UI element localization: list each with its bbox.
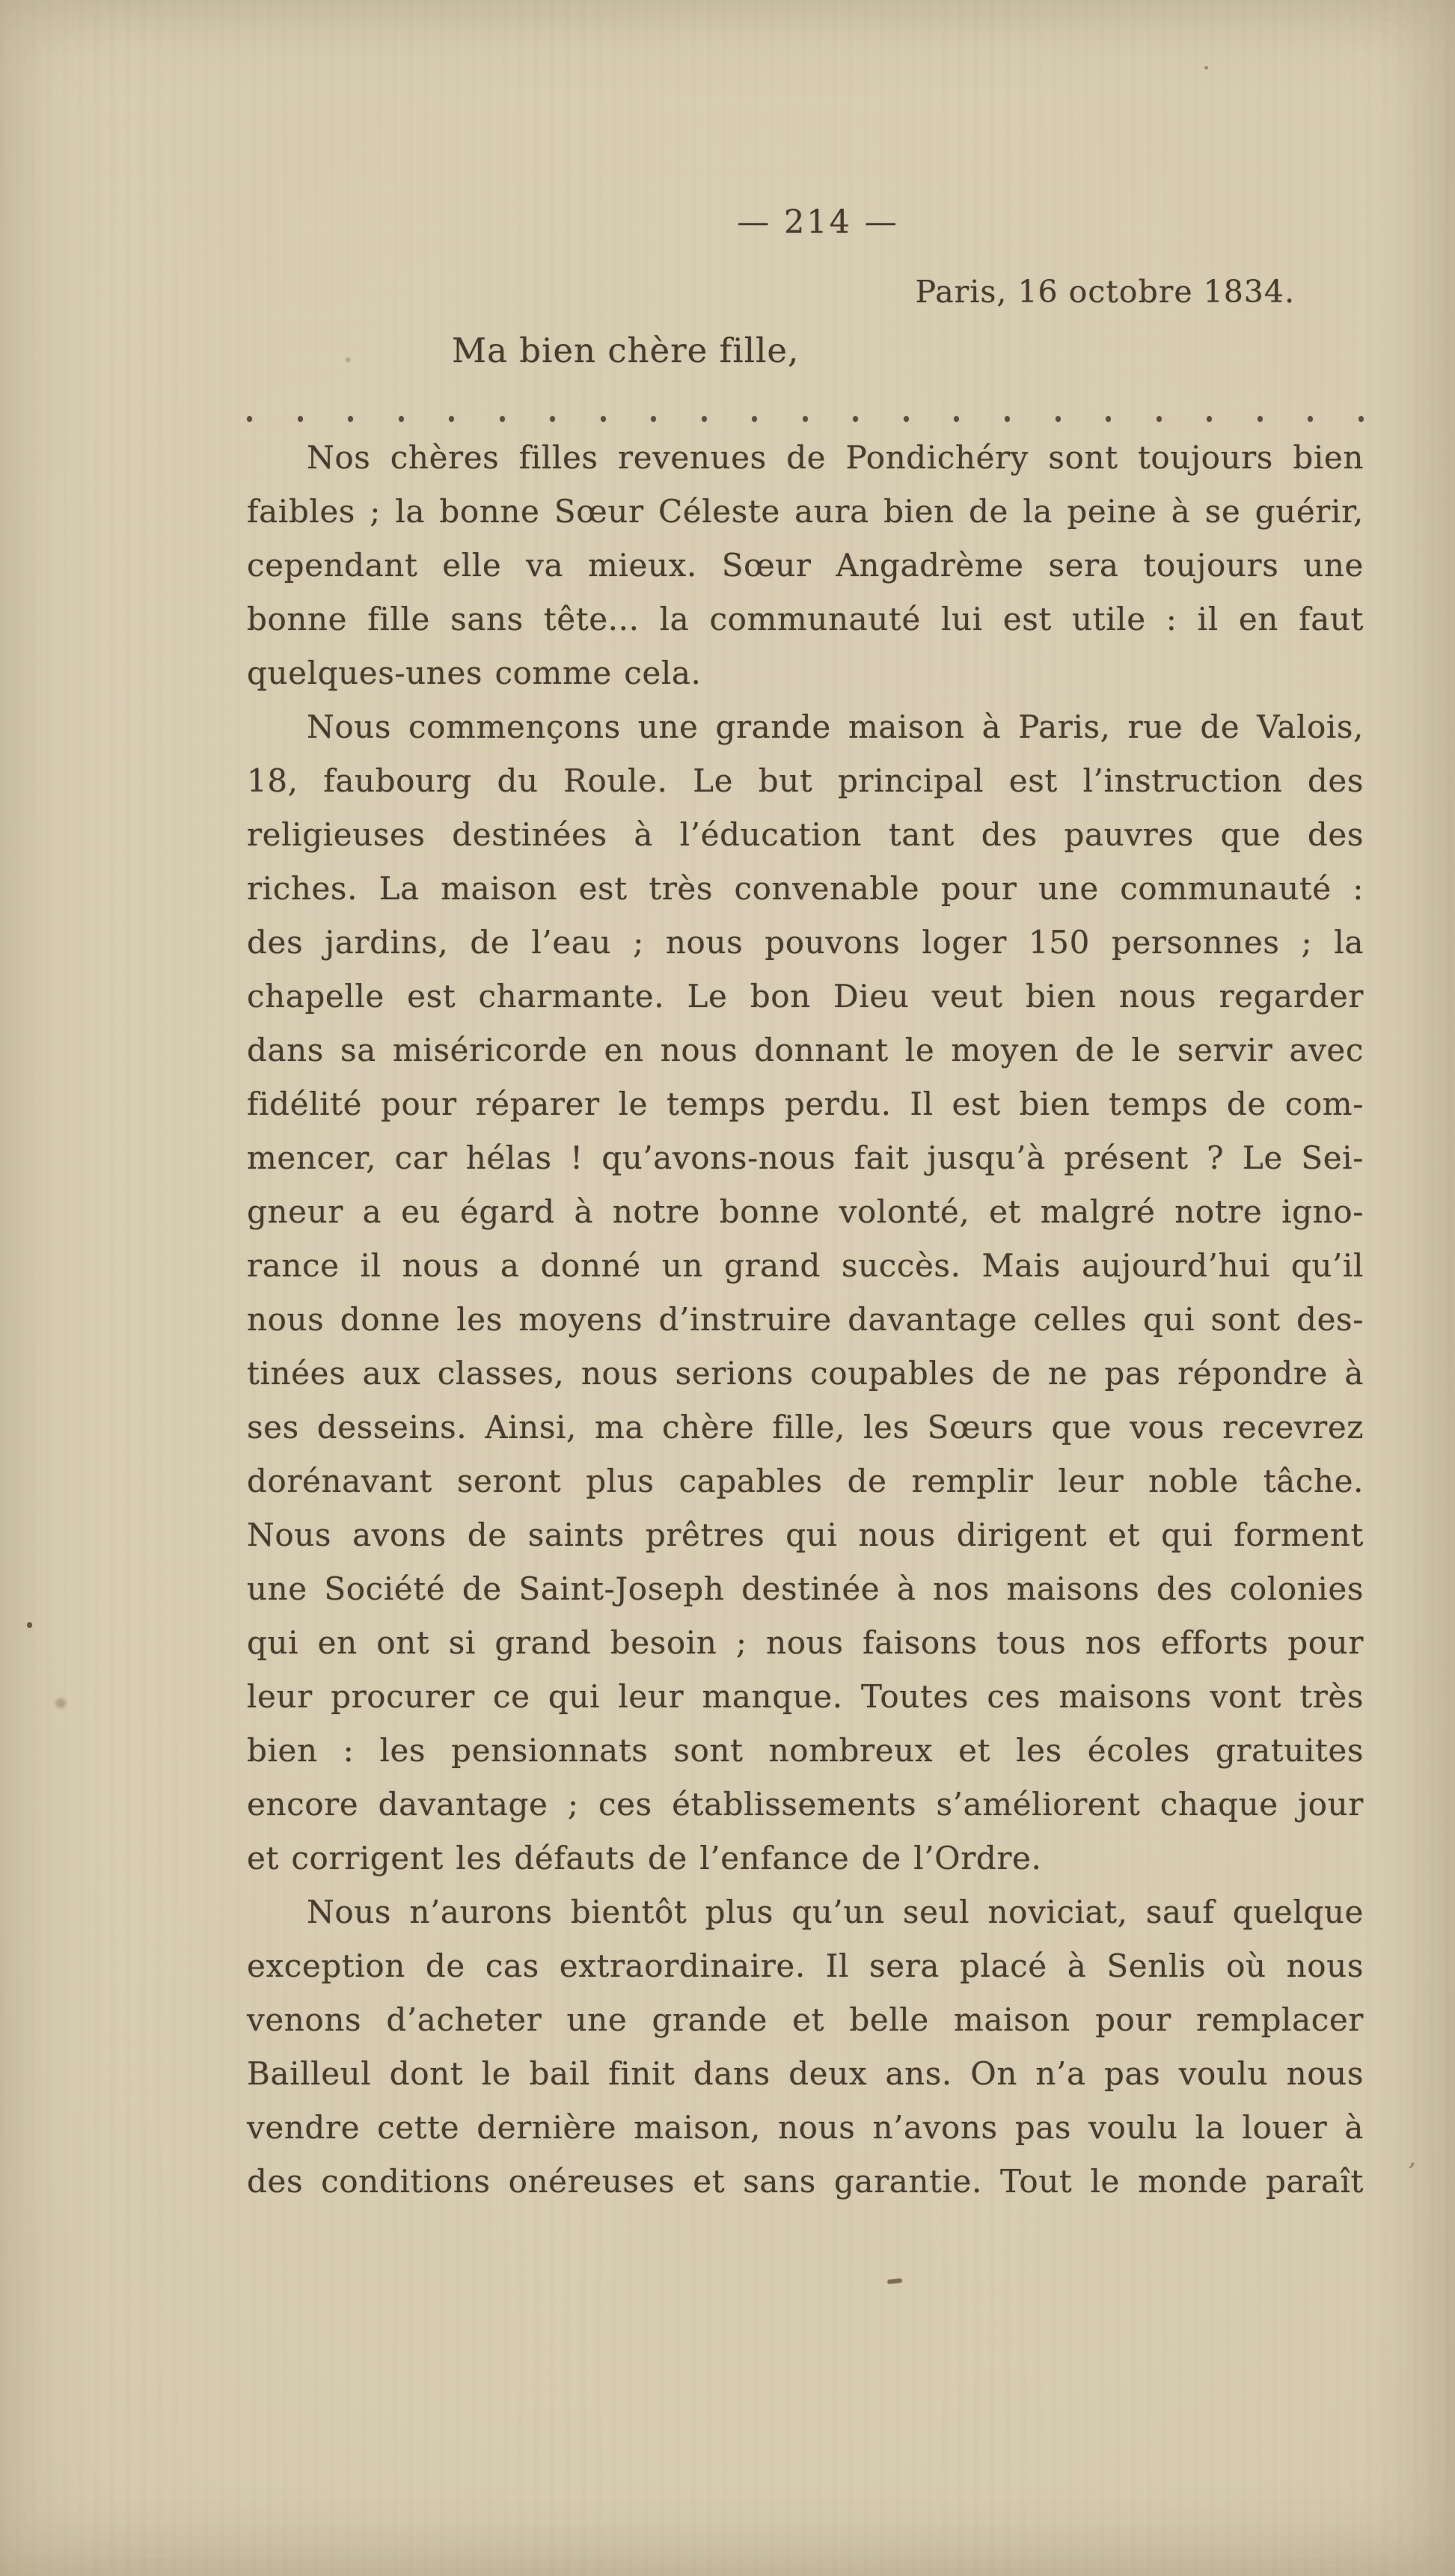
redaction-dot	[348, 416, 353, 422]
text-line: gneur a eu égard à notre bonne volonté, et malgré notre igno-	[247, 1193, 1364, 1230]
paper-speck: ’	[1403, 2157, 1418, 2188]
page-number: — 214 —	[737, 204, 899, 241]
text-line: Nous n’aurons bientôt plus qu’un seul noviciat, sauf quelque	[307, 1894, 1364, 1930]
text-line: et corrigent les défauts de l’enfance de l’Ordre.	[247, 1840, 1042, 1876]
text-line: faibles ; la bonne Sœur Céleste aura bien de la peine à se guérir,	[247, 493, 1364, 530]
paper-speck	[27, 1622, 32, 1628]
redaction-dot	[298, 416, 303, 422]
text-line: fidélité pour réparer le temps perdu. Il est bien temps de com-	[247, 1086, 1364, 1122]
redaction-dot	[601, 416, 606, 422]
text-line: religieuses destinées à l’éducation tant des pauvres que des	[247, 816, 1364, 853]
text-line: dorénavant seront plus capables de remplir leur noble tâche.	[247, 1463, 1364, 1499]
redaction-dot	[449, 416, 454, 422]
redaction-dot	[1308, 416, 1313, 422]
text-line: tinées aux classes, nous serions coupables de ne pas répondre à	[247, 1355, 1364, 1392]
text-line: exception de cas extraordinaire. Il sera placé à Senlis où nous	[247, 1948, 1364, 1984]
text-line: leur procurer ce qui leur manque. Toutes ces maisons vont très	[247, 1678, 1364, 1715]
letter-body	[247, 431, 1364, 2209]
redaction-dot	[550, 416, 555, 422]
text-line: des jardins, de l’eau ; nous pouvons loger 150 personnes ; la	[247, 924, 1364, 961]
text-line: cependant elle va mieux. Sœur Angadrème sera toujours une	[247, 547, 1364, 584]
text-line: Bailleul dont le bail finit dans deux ans. On n’a pas voulu nous	[247, 2055, 1364, 2092]
text-line: bien : les pensionnats sont nombreux et les écoles gratuites	[247, 1732, 1364, 1769]
text-line: Nous avons de saints prêtres qui nous dirigent et qui forment	[247, 1517, 1364, 1553]
text-line: chapelle est charmante. Le bon Dieu veut bien nous regarder	[247, 978, 1364, 1015]
paragraph	[247, 1885, 1364, 2209]
redaction-dot	[954, 416, 959, 422]
redaction-dot	[752, 416, 757, 422]
letter-text-block	[247, 0, 1364, 2576]
redaction-dot	[1056, 416, 1061, 422]
paragraph	[247, 700, 1364, 1885]
redaction-dot	[1157, 416, 1162, 422]
redaction-dot	[1358, 416, 1364, 422]
dateline: Paris, 16 octobre 1834.	[915, 274, 1295, 310]
text-line: vendre cette dernière maison, nous n’avons pas voulu la louer à	[247, 2109, 1364, 2146]
paragraph	[247, 431, 1364, 700]
redaction-dot	[904, 416, 909, 422]
paper-speck	[55, 1698, 66, 1708]
text-line: encore davantage ; ces établissements s’améliorent chaque jour	[247, 1786, 1364, 1823]
text-line: quelques-unes comme cela.	[247, 655, 702, 691]
redaction-dot	[1207, 416, 1212, 422]
text-line: rance il nous a donné un grand succès. Mais aujourd’hui qu’il	[247, 1247, 1364, 1284]
text-line: une Société de Saint-Joseph destinée à nos maisons des colonies	[247, 1570, 1364, 1607]
text-line: bonne fille sans tête... la communauté lui est utile : il en faut	[247, 601, 1364, 637]
text-line: Nos chères filles revenues de Pondichéry sont toujours bien	[307, 439, 1364, 476]
redaction-dot	[1258, 416, 1263, 422]
redaction-dot	[651, 416, 656, 422]
redaction-dot	[853, 416, 858, 422]
text-line: nous donne les moyens d’instruire davantage celles qui sont des-	[247, 1301, 1364, 1338]
redaction-dot	[1005, 416, 1010, 422]
text-line: venons d’acheter une grande et belle maison pour remplacer	[247, 2001, 1364, 2038]
redaction-dot	[500, 416, 505, 422]
redaction-dot	[399, 416, 404, 422]
redaction-dot	[1106, 416, 1111, 422]
text-line: 18, faubourg du Roule. Le but principal est l’instruction des	[247, 762, 1364, 799]
redaction-dot	[803, 416, 808, 422]
salutation: Ma bien chère fille,	[452, 331, 800, 370]
text-line: Nous commençons une grande maison à Paris, rue de Valois,	[307, 709, 1364, 745]
text-line: mencer, car hélas ! qu’avons-nous fait jusqu’à présent ? Le Sei-	[247, 1139, 1364, 1176]
redaction-dot	[247, 416, 252, 422]
text-line: dans sa miséricorde en nous donnant le moyen de le servir avec	[247, 1032, 1364, 1068]
text-line: des conditions onéreuses et sans garantie. Tout le monde paraît	[247, 2163, 1364, 2200]
redaction-dots-line	[247, 414, 1364, 423]
text-line: ses desseins. Ainsi, ma chère fille, les Sœurs que vous recevrez	[247, 1409, 1364, 1445]
redaction-dot	[702, 416, 707, 422]
text-line: qui en ont si grand besoin ; nous faisons tous nos efforts pour	[247, 1624, 1364, 1661]
text-line: riches. La maison est très convenable pour une communauté :	[247, 870, 1364, 907]
